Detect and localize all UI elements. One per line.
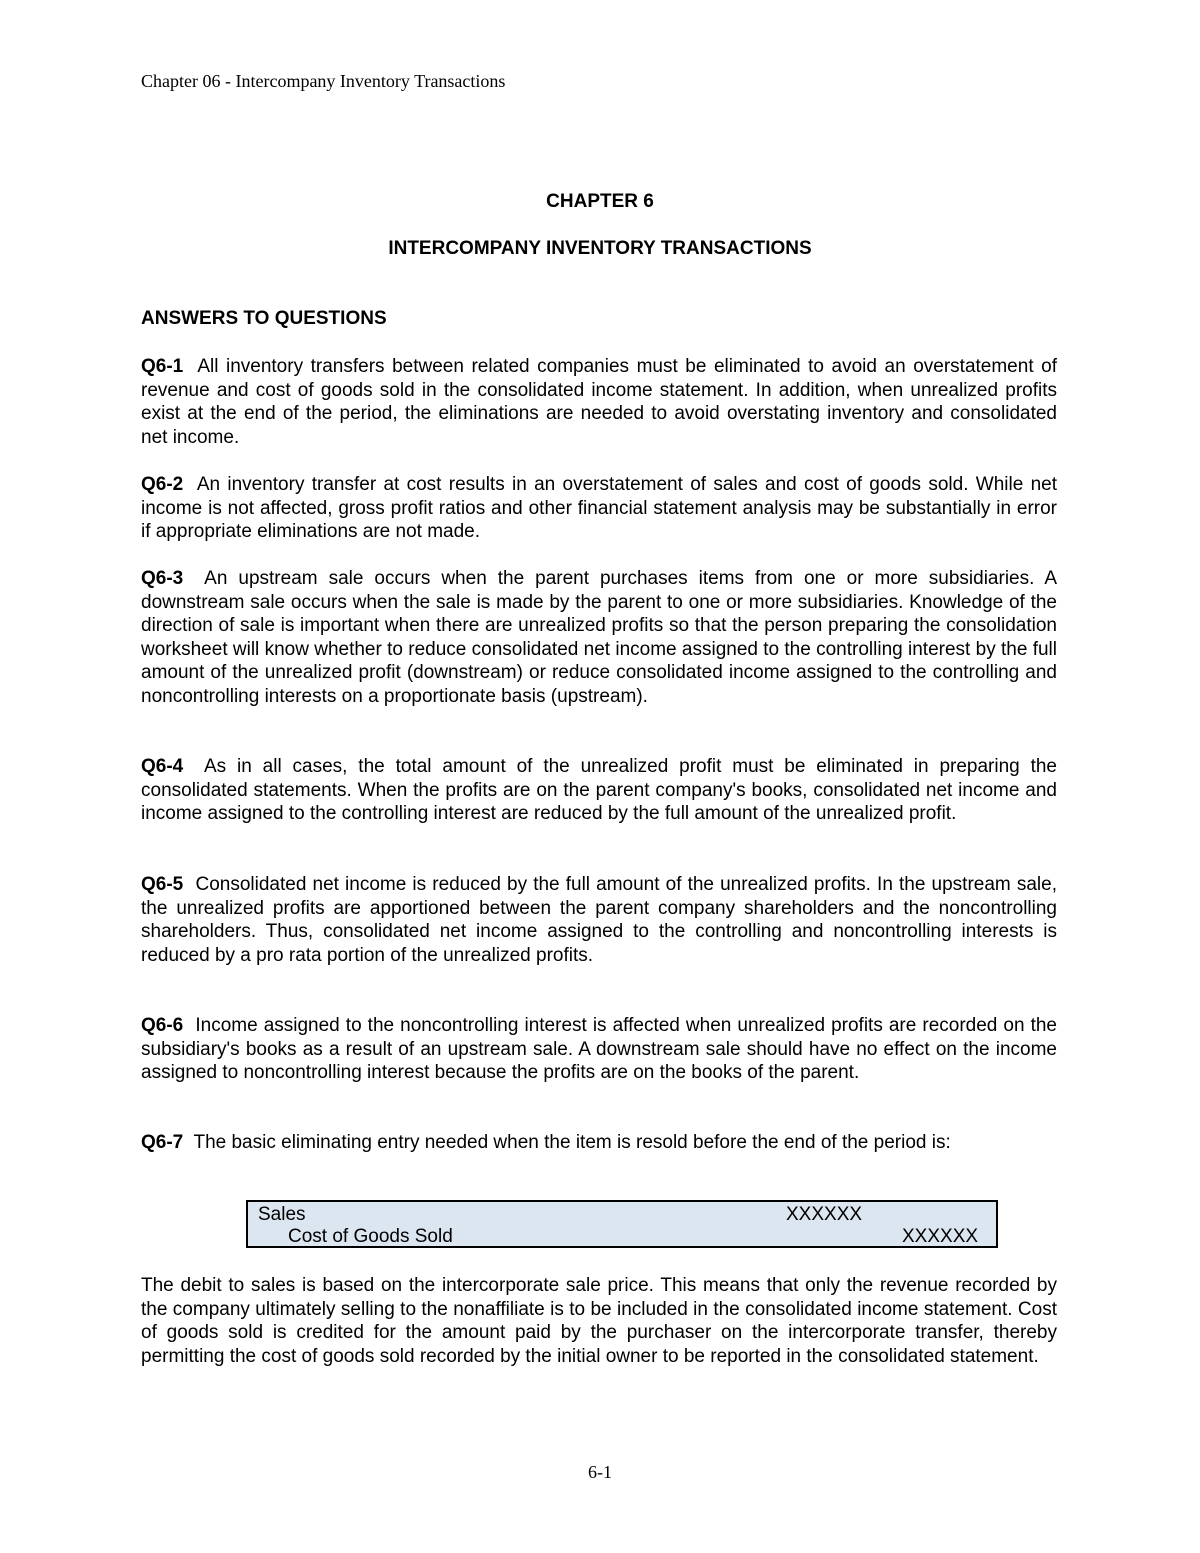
question-answer-text: All inventory transfers between related companies must be eliminated to avoid an overstatement of revenue and cost of goods sold in the consolidated income statement. In addition, when unrealized profits exist at the end of the period, the eliminations are needed to avoid overstating inventory and consolidated net income. <box>141 356 1057 448</box>
question-answer-text: An inventory transfer at cost results in an overstatement of sales and cost of goods sold. While net income is not affected, gross profit ratios and other financial statement analysis may be substantially in error if appropriate eliminations are not made. <box>141 474 1058 542</box>
debit-amount: XXXXXX <box>786 1204 863 1225</box>
question-answer-text: Income assigned to the noncontrolling interest is affected when unrealized profits are recorded on the subsidiary's books as a result of an upstream sale. A downstream sale should have no effect on the income assigned to noncontrolling interest because the profits are on the books of the parent. <box>141 1015 1057 1083</box>
question-answer-text: The basic eliminating entry needed when the item is resold before the end of the period is: <box>193 1132 951 1153</box>
question-label: Q6-3 <box>141 568 184 589</box>
question-paragraph-q6-5 <box>141 873 1057 967</box>
question-paragraph-q6-2 <box>141 473 1057 544</box>
credit-amount: XXXXXX <box>902 1226 979 1247</box>
question-answer-text: Consolidated net income is reduced by the full amount of the unrealized profits. In the upstream sale, the unrealized profits are apportioned between the parent company shareholders and the noncontrolling shareholders. Thus, consolidated net income assigned to the controlling and noncontrolling interests is reduced by a pro rata portion of the unrealized profits. <box>141 874 1057 966</box>
question-answer-text: An upstream sale occurs when the parent purchases items from one or more subsidiaries. A downstream sale occurs when the sale is made by the parent to one or more subsidiaries. Knowledge of the direction of sale is important when there are unrealized profits so that the person preparing the consolidation worksheet will know whether to reduce consolidated net income assigned to the controlling interest by the full amount of the unrealized profit (downstream) or reduce consolidated income assigned to the controlling and noncontrolling interests on a proportionate basis (upstream). <box>141 568 1057 707</box>
question-paragraph-q6-4 <box>141 755 1057 826</box>
closing-paragraph: The debit to sales is based on the intercorporate sale price. This means that only the revenue recorded by the company ultimately selling to the nonaffiliate is to be included in the consolidated income statement. Cost of goods sold is credited for the amount paid by the purchaser on the intercorporate transfer, thereby permitting the cost of goods sold recorded by the initial owner to be reported in the consolidated statement. <box>141 1275 1057 1367</box>
chapter-number-title: CHAPTER 6 <box>546 191 654 212</box>
credit-account: Cost of Goods Sold <box>288 1226 453 1247</box>
question-label: Q6-1 <box>141 356 184 377</box>
journal-entry-box <box>246 1200 998 1248</box>
question-paragraph-q6-1 <box>141 355 1057 449</box>
running-header: Chapter 06 - Intercompany Inventory Transactions <box>141 71 506 91</box>
question-label: Q6-6 <box>141 1015 184 1036</box>
question-answer-text: As in all cases, the total amount of the unrealized profit must be eliminated in preparing the consolidated statements. When the profits are on the parent company's books, consolidated net income and income assigned to the controlling interest are reduced by the full amount of the unrealized profit. <box>141 756 1057 824</box>
debit-account: Sales <box>258 1204 306 1225</box>
section-heading: ANSWERS TO QUESTIONS <box>141 308 387 329</box>
page-number: 6-1 <box>588 1462 612 1482</box>
question-paragraph-q6-7 <box>141 1131 1057 1155</box>
chapter-main-title: INTERCOMPANY INVENTORY TRANSACTIONS <box>388 238 812 259</box>
question-label: Q6-5 <box>141 874 184 895</box>
question-paragraph-q6-6 <box>141 1014 1057 1085</box>
question-label: Q6-4 <box>141 756 184 777</box>
question-label: Q6-2 <box>141 474 184 495</box>
question-label: Q6-7 <box>141 1132 184 1153</box>
question-paragraph-q6-3 <box>141 567 1057 708</box>
